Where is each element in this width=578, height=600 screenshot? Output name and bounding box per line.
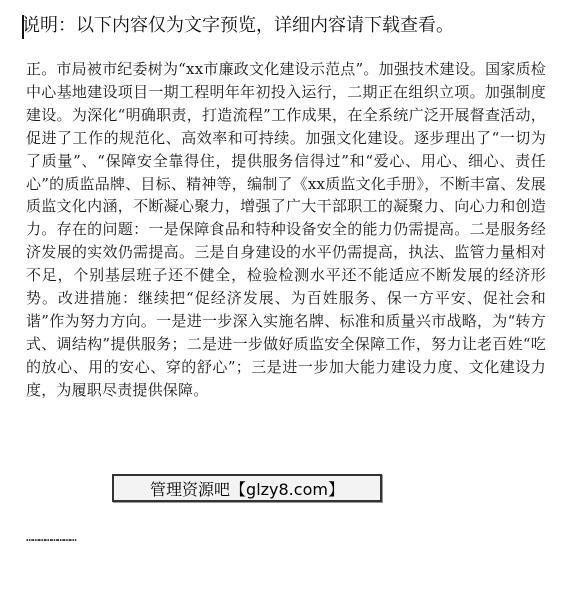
preview-notice: 说明：以下内容仅为文字预览，详细内容请下载查看。 <box>22 15 454 36</box>
continuation-ellipsis: …………………… <box>26 530 76 544</box>
watermark-banner: 管理资源吧【glzy8.com】 <box>112 474 382 502</box>
body-paragraph: 正。市局被市纪委树为“xx市廉政文化建设示范点”。加强技术建设。国家质检中心基地建设项目一期工程明年年初投入运行，二期正在组织立项。加强制度建设。为深化“明确职责，打造流程”工作成果，在全系统广泛开展督查活动，促进了工作的规范化、高效率和可持续。加强文化建设。逐步理出了“一切为了质量”、“保障安全靠得住，提供服务信得过”和“爱心、用心、细心、责任心”的质监品牌、目标、精神等，编制了《xx质监文化手册》，不断丰富、发展质监文化内涵，不断凝心聚力，增强了广大干部职工的凝聚力、向心力和创造力。存在的问题：一是保障食品和特种设备安全的能力仍需提高。二是服务经济发展的实效仍需提高。三是自身建设的水平仍需提高，执法、监管力量相对不足，个别基层班子还不健全，检验检测水平还不能适应不断发展的经济形势。改进措施：继续把“促经济发展、为百姓服务、保一方平安、促社会和谐”作为努力方向。一是进一步深入实施名牌、标准和质量兴市战略，为“转方式、调结构”提供服务；二是进一步做好质监安全保障工作，努力让老百姓“吃的放心、用的安心、穿的舒心”；三是进一步加大能力建设力度、文化建设力度，为履职尽责提供保障。 <box>26 60 546 399</box>
document-body <box>26 58 546 402</box>
